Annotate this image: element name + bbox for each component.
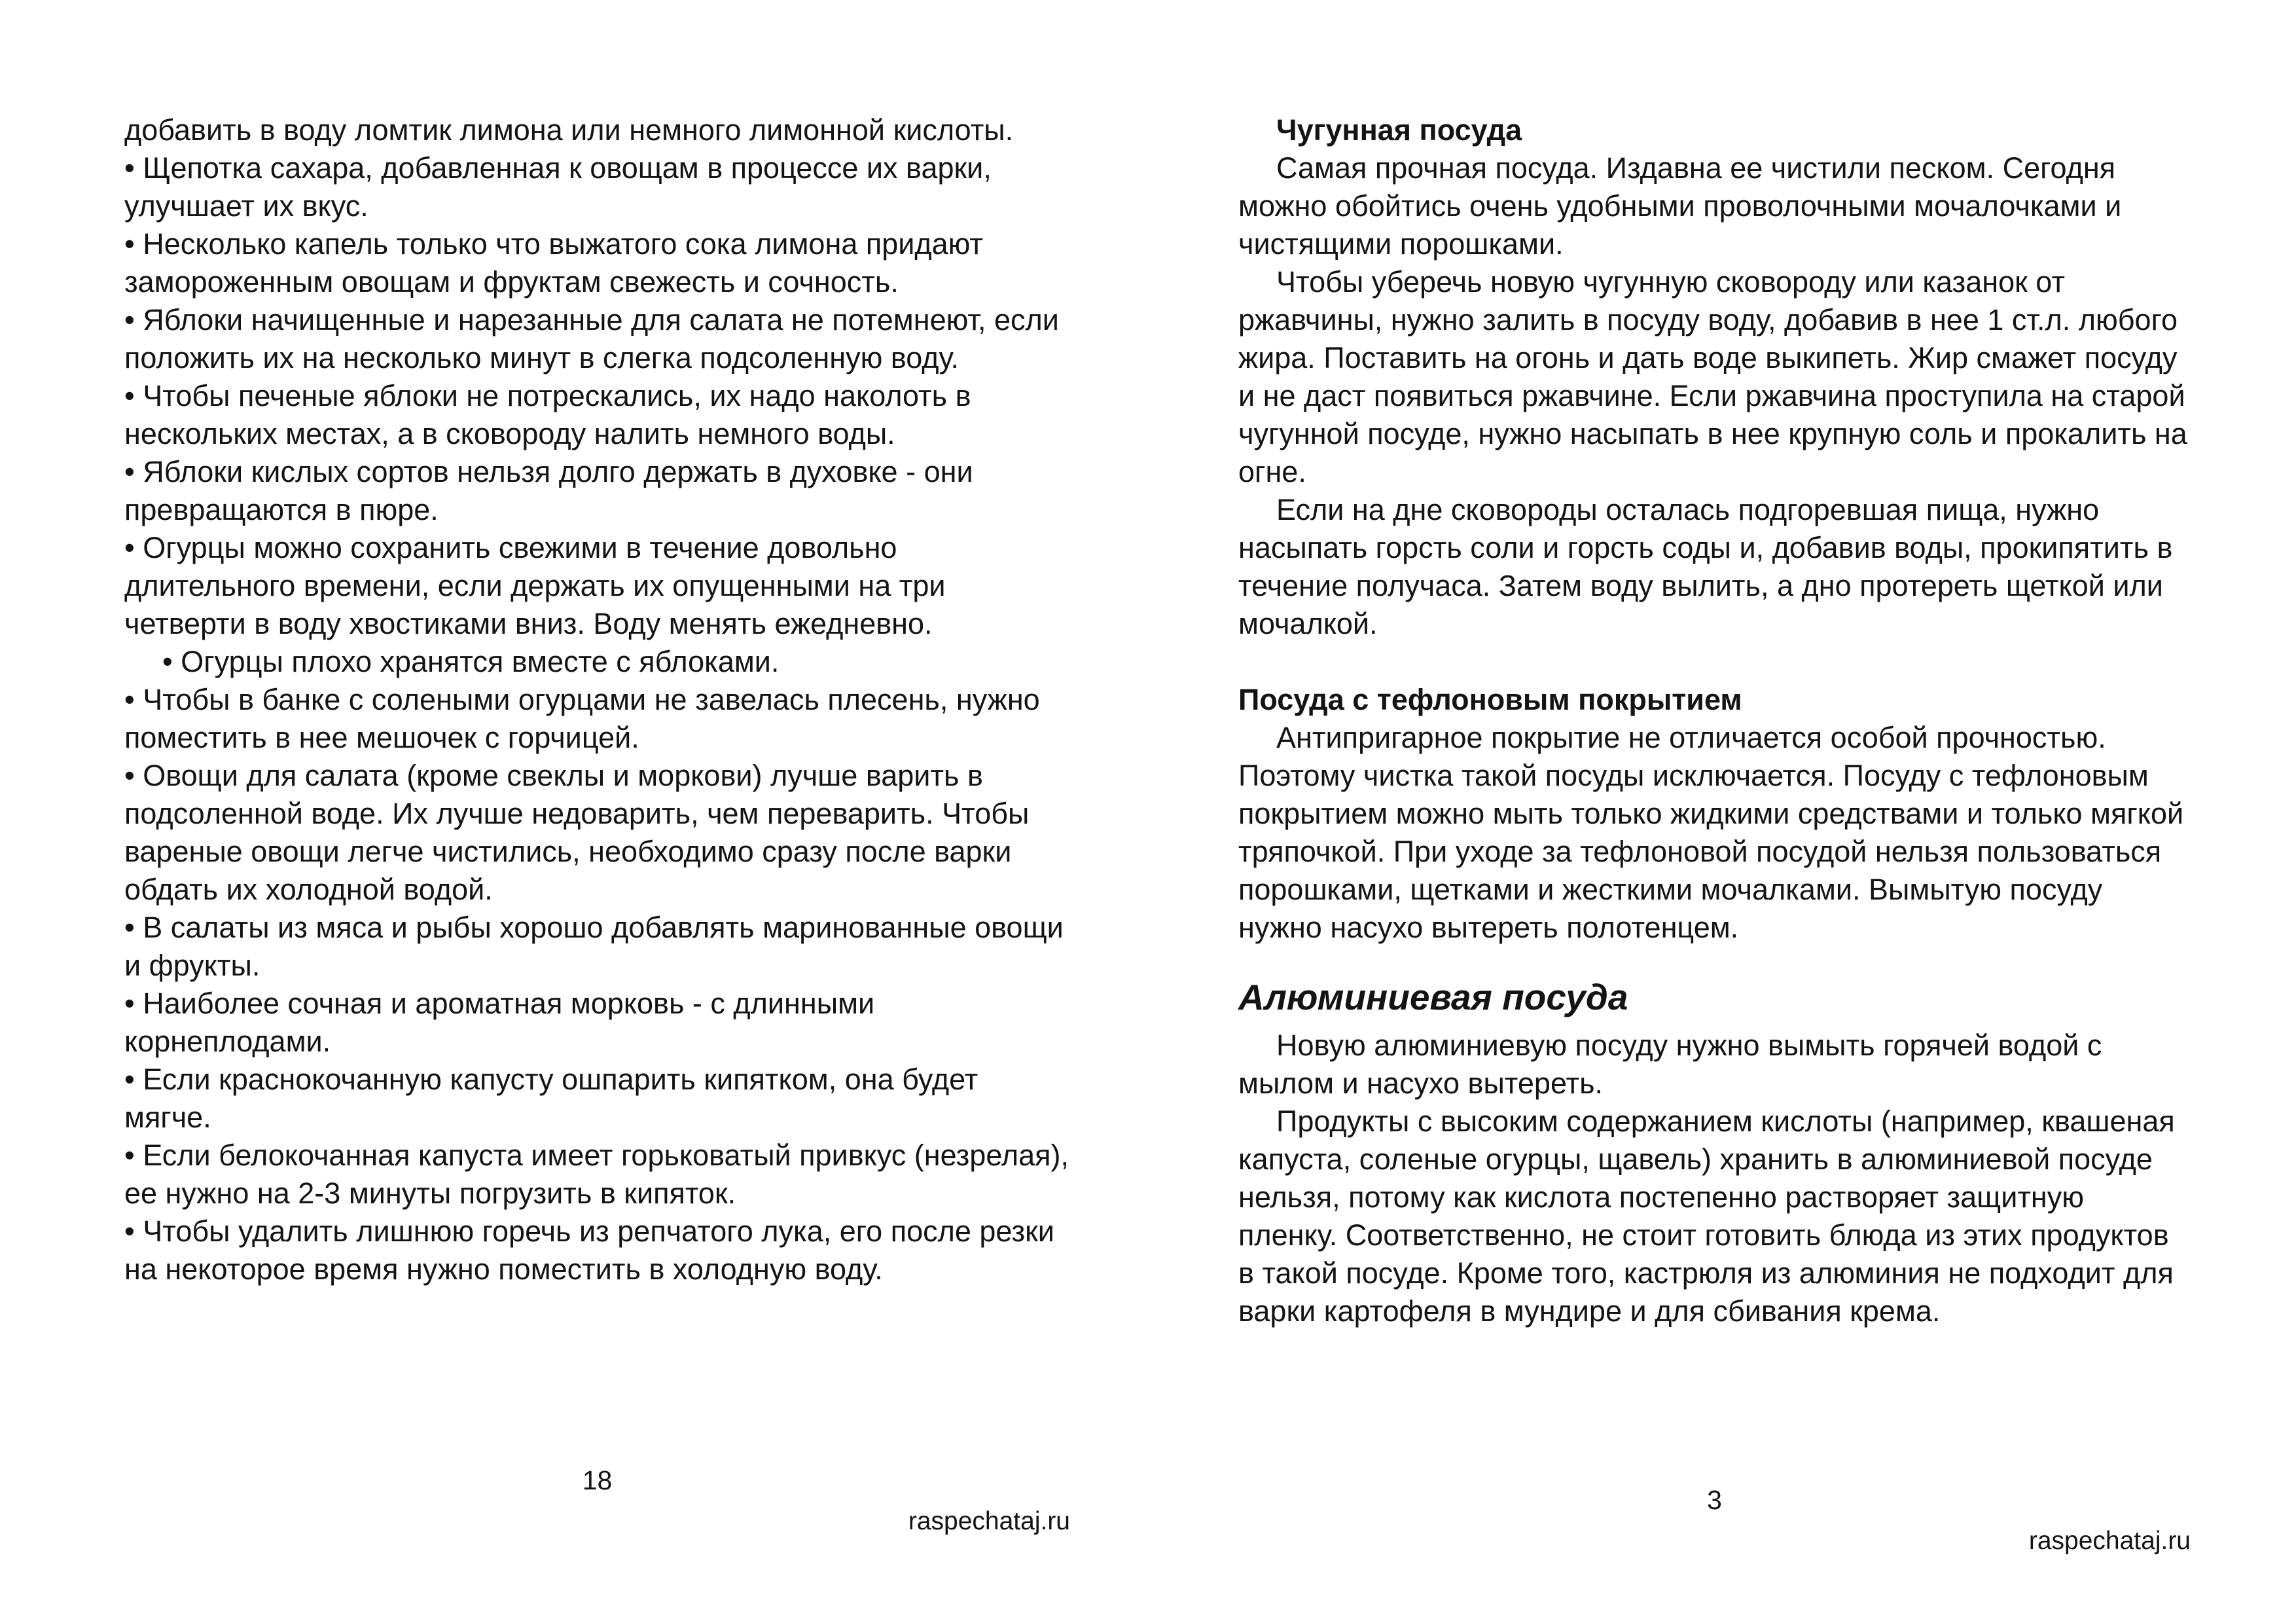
paragraph: Новую алюминиевую посуду нужно вымыть горячей водой с мылом и насухо вытереть. <box>1238 1029 2102 1100</box>
bullet-item: • В салаты из мяса и рыбы хорошо добавлять маринованные овощи и фрукты. <box>124 911 1064 982</box>
bullet-item: • Если краснокочанную капусту ошпарить кипятком, она будет мягче. <box>124 1063 978 1134</box>
page-number-right: 3 <box>1707 1485 1722 1515</box>
section-heading-aluminum: Алюминиевая посуда <box>1238 977 1628 1017</box>
left-page <box>124 111 1070 1288</box>
bullet-item: • Если белокочанная капуста имеет горьковатый привкус (незрелая), ее нужно на 2-3 минуты погрузить в кипяток. <box>124 1139 1069 1210</box>
paragraph: Чтобы уберечь новую чугунную сковороду или казанок от ржавчины, нужно залить в посуду воду, добавив в нее 1 ст.л. любого жира. Поставить на огонь и дать воде выкипеть. Жир смажет посуду и не даст появиться ржавчине. Если ржавчина проступила на старой чугунной посуде, нужно насыпать в нее крупную соль и прокалить на огне. <box>1238 265 2187 488</box>
bullet-item: • Яблоки кислых сортов нельзя долго держать в духовке - они превращаются в пюре. <box>124 455 973 526</box>
paragraph: Самая прочная посуда. Издавна ее чистили песком. Сегодня можно обойтись очень удобными проволочными мочалочками и чистящими порошками. <box>1238 151 2122 261</box>
right-page <box>1238 111 2191 1330</box>
bullet-item: • Щепотка сахара, добавленная к овощам в процессе их варки, улучшает их вкус. <box>124 151 992 223</box>
bullet-item: • Чтобы удалить лишнюю горечь из репчатого лука, его после резки на некоторое время нужно поместить в холодную воду. <box>124 1214 1054 1286</box>
page-number-left: 18 <box>582 1465 613 1495</box>
bullet-item: • Овощи для салата (кроме свеклы и моркови) лучше варить в подсоленной воде. Их лучше недоварить, чем переварить. Чтобы вареные овощи легче чистились, необходимо сразу после варки обдать их холодной водой. <box>124 759 1030 906</box>
section-heading-cast-iron: Чугунная посуда <box>1276 113 1522 147</box>
bullet-item: • Чтобы печеные яблоки не потрескались, их надо наколоть в нескольких местах, а в сковороду налить немного воды. <box>124 379 971 450</box>
paragraph-continuation: добавить в воду ломтик лимона или немного лимонной кислоты. <box>124 113 1014 147</box>
bullet-item: • Огурцы плохо хранятся вместе с яблоками. <box>162 645 780 678</box>
bullet-item: • Наиболее сочная и ароматная морковь - с длинными корнеплодами. <box>124 987 875 1058</box>
paragraph: Антипригарное покрытие не отличается особой прочностью. Поэтому чистка такой посуды исключается. Посуду с тефлоновым покрытием можно мыть только жидкими средствами и только мягкой тряпочкой. При уходе за тефлоновой посудой нельзя пользоваться порошками, щетками и жесткими мочалками. Вымытую посуду нужно насухо вытереть полотенцем. <box>1238 721 2184 944</box>
footer-site-left: raspechataj.ru <box>908 1507 1070 1535</box>
paragraph: Продукты с высоким содержанием кислоты (например, квашеная капуста, соленые огурцы, щавель) хранить в алюминиевой посуде нельзя, потому как кислота постепенно растворяет защитную пленку. Соответственно, не стоит готовить блюда из этих продуктов в такой посуде. Кроме того, кастрюля из алюминия не подходит для варки картофеля в мундире и для сбивания крема. <box>1238 1104 2175 1328</box>
bullet-item: • Чтобы в банке с солеными огурцами не завелась плесень, нужно поместить в нее мешочек с горчицей. <box>124 683 1040 754</box>
bullet-item: • Несколько капель только что выжатого сока лимона придают замороженным овощам и фруктам свежесть и сочность. <box>124 227 984 299</box>
bullet-item: • Огурцы можно сохранить свежими в течение довольно длительного времени, если держать их опущенными на три четверти в воду хвостиками вниз. Воду менять ежедневно. <box>124 531 946 640</box>
section-heading-teflon: Посуда с тефлоновым покрытием <box>1238 683 1742 716</box>
bullet-item: • Яблоки начищенные и нарезанные для салата не потемнеют, если положить их на несколько минут в слегка подсоленную воду. <box>124 303 1059 374</box>
footer-site-right: raspechataj.ru <box>2028 1527 2191 1555</box>
paragraph: Если на дне сковороды осталась подгоревшая пища, нужно насыпать горсть соли и горсть соды и, добавив воды, прокипятить в течение получаса. Затем воду вылить, а дно протереть щеткой или мочалкой. <box>1238 493 2173 640</box>
